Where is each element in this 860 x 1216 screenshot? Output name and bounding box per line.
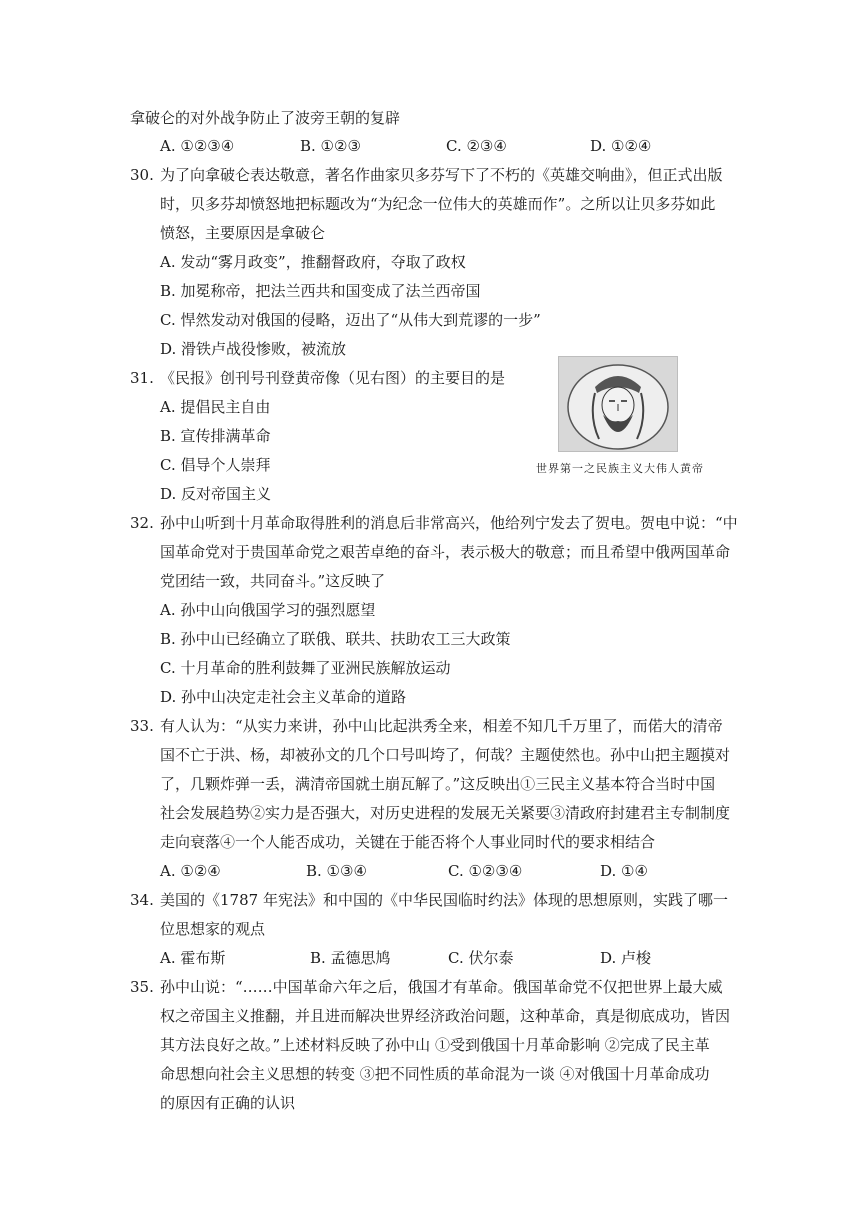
option-a: A. 孙中山向俄国学习的强烈愿望 — [160, 601, 376, 619]
text-line: 权之帝国主义推翻，并且进而解决世界经济政治问题，这种革命，真是彻底成功，皆因 — [160, 1007, 731, 1025]
text-line: 国不亡于洪、杨，却被孙文的几个口号叫垮了，何哉？主题使然也。孙中山把主题摸对 — [160, 746, 731, 764]
option-a: A. 霍布斯 — [160, 949, 226, 967]
option-b: B. 宣传排满革命 — [160, 427, 271, 445]
text-line: 的原因有正确的认识 — [160, 1094, 296, 1112]
text-line: 拿破仑的对外战争防止了波旁王朝的复辟 — [130, 109, 401, 127]
question-text: 孙中山听到十月革命取得胜利的消息后非常高兴，他给列宁发去了贺电。贺电中说：“中 — [160, 514, 738, 532]
option-c: C. ①②③④ — [448, 862, 523, 880]
option-b: B. 孙中山已经确立了联俄、联共、扶助农工三大政策 — [160, 630, 511, 648]
portrait-caption: 世界第一之民族主义大伟人黄帝 — [536, 462, 704, 475]
option-a: A. ①②③④ — [160, 137, 235, 155]
text-line: 愤怒，主要原因是拿破仑 — [160, 224, 326, 242]
option-c: C. 倡导个人崇拜 — [160, 456, 271, 474]
option-a: A. 发动“雾月政变”，推翻督政府，夺取了政权 — [160, 253, 466, 271]
q33-options — [160, 861, 740, 881]
option-b: B. ①②③ — [300, 137, 361, 155]
q29-options — [160, 136, 740, 156]
question-text: 孙中山说：“……中国革命六年之后，俄国才有革命。俄国革命党不仅把世界上最大威 — [160, 978, 723, 996]
option-b: B. ①③④ — [306, 862, 367, 880]
question-31 — [130, 368, 505, 388]
question-35 — [130, 977, 723, 997]
option-d: D. ①②④ — [590, 137, 652, 155]
text-line: 命思想向社会主义思想的转变 ③把不同性质的革命混为一谈 ④对俄国十月革命成功 — [160, 1065, 710, 1083]
option-c: C. 伏尔泰 — [448, 949, 514, 967]
option-b: B. 加冕称帝，把法兰西共和国变成了法兰西帝国 — [160, 282, 481, 300]
text-line: 了，几颗炸弹一丢，满清帝国就土崩瓦解了。”这反映出①三民主义基本符合当时中国 — [160, 775, 716, 793]
question-text: 为了向拿破仑表达敬意，著名作曲家贝多芬写下了不朽的《英雄交响曲》，但正式出版 — [160, 166, 723, 184]
question-32 — [130, 513, 738, 533]
text-line: 时，贝多芬却愤怒地把标题改为“为纪念一位伟大的英雄而作”。之所以让贝多芬如此 — [160, 195, 716, 213]
option-c: C. ②③④ — [446, 137, 507, 155]
text-line: 其方法良好之故。”上述材料反映了孙中山 ①受到俄国十月革命影响 ②完成了民主革 — [160, 1036, 710, 1054]
question-33 — [130, 716, 723, 736]
option-c: C. 十月革命的胜利鼓舞了亚洲民族解放运动 — [160, 659, 451, 677]
yellow-emperor-portrait — [558, 356, 678, 452]
text-line: 国革命党对于贵国革命党之艰苦卓绝的奋斗，表示极大的敬意；而且希望中俄两国革命 — [160, 543, 731, 561]
text-line: 位思想家的观点 — [160, 920, 266, 938]
text-line: 走向衰落④一个人能否成功，关键在于能否将个人事业同时代的要求相结合 — [160, 833, 656, 851]
option-d: D. ①④ — [600, 862, 648, 880]
question-text: 美国的《1787 年宪法》和中国的《中华民国临时约法》体现的思想原则，实践了哪一 — [160, 891, 728, 909]
question-text: 有人认为：“从实力来讲，孙中山比起洪秀全来，相差不知几千万里了，而偌大的清帝 — [160, 717, 723, 735]
option-d: D. 滑铁卢战役惨败，被流放 — [160, 340, 347, 358]
question-number: 35. — [130, 978, 154, 996]
question-number: 34. — [130, 891, 154, 909]
text-line: 社会发展趋势②实力是否强大，对历史进程的发展无关紧要③清政府封建君主专制制度 — [160, 804, 731, 822]
question-number: 30. — [130, 166, 154, 184]
option-a: A. ①②④ — [160, 862, 221, 880]
option-b: B. 孟德思鸠 — [310, 949, 391, 967]
option-d: D. 卢梭 — [600, 949, 652, 967]
question-text: 《民报》创刊号刊登黄帝像（见右图）的主要目的是 — [160, 369, 506, 387]
option-d: D. 孙中山决定走社会主义革命的道路 — [160, 688, 407, 706]
question-number: 33. — [130, 717, 154, 735]
q34-options — [160, 948, 740, 968]
option-d: D. 反对帝国主义 — [160, 485, 272, 503]
portrait-sketch — [559, 357, 677, 451]
question-30 — [130, 165, 723, 185]
option-c: C. 悍然发动对俄国的侵略，迈出了“从伟大到荒谬的一步” — [160, 311, 541, 329]
option-a: A. 提倡民主自由 — [160, 398, 271, 416]
text-line: 党团结一致，共同奋斗。”这反映了 — [160, 572, 386, 590]
question-number: 31. — [130, 369, 154, 387]
question-number: 32. — [130, 514, 154, 532]
question-34 — [130, 890, 728, 910]
